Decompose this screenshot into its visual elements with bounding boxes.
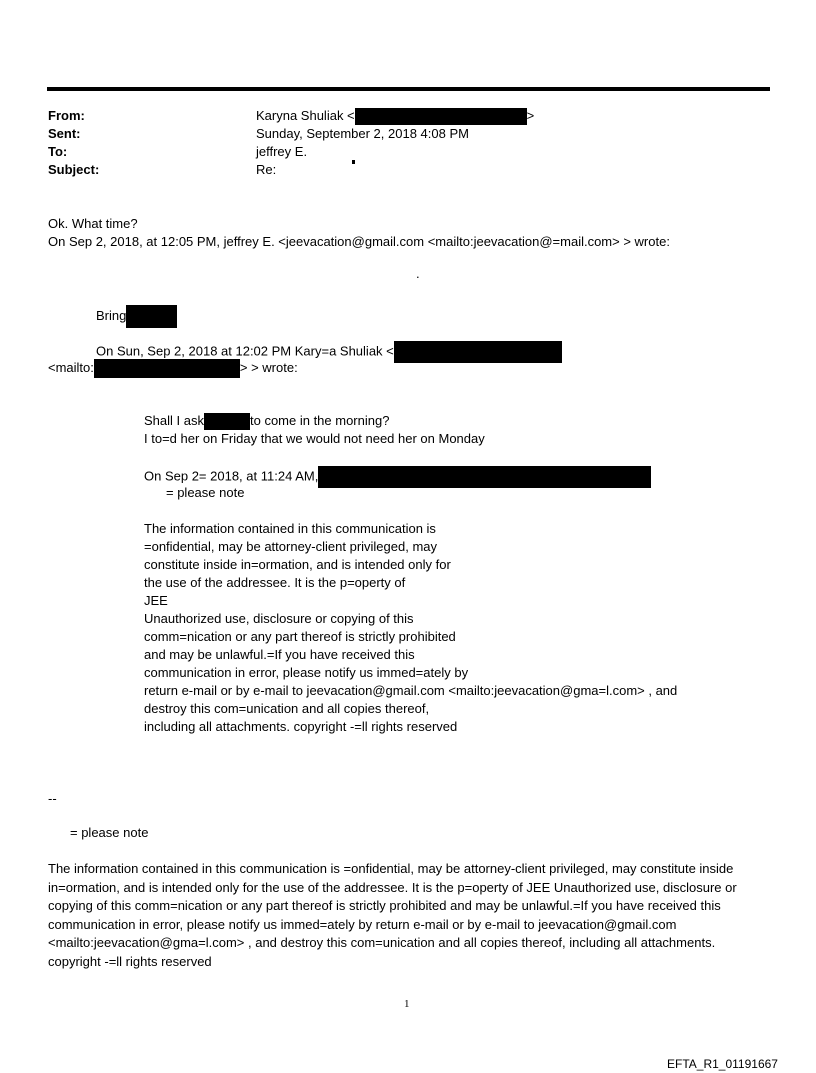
- bring-text: Bring: [96, 307, 127, 323]
- disclaimer-inner: [144, 520, 677, 736]
- from-label: From:: [48, 108, 85, 123]
- disclaimer-line: The information contained in this communication is: [144, 521, 436, 536]
- from-value: [256, 107, 534, 125]
- redaction-box: [318, 466, 651, 488]
- disclaimer-line: JEE: [144, 593, 168, 608]
- redaction-box: [355, 108, 527, 125]
- to-label: To:: [48, 144, 68, 159]
- redaction-box: [204, 413, 250, 430]
- stray-dot: .: [416, 266, 420, 281]
- page-number: 1: [404, 998, 410, 1010]
- quote2-intro-text: On Sun, Sep 2, 2018 at 12:02 PM Kary=a Shuliak <: [96, 343, 394, 359]
- told-line: I to=d her on Friday that we would not need her on Monday: [144, 431, 485, 446]
- disclaimer-line: and may be unlawful.=If you have received this: [144, 647, 415, 662]
- disclaimer-line: constitute inside in=ormation, and is intended only for: [144, 557, 451, 572]
- subject-value: Re:: [256, 162, 277, 177]
- disclaimer-line: including all attachments. copyright -=ll rights reserved: [144, 719, 458, 734]
- ask-text-a: Shall I ask: [144, 413, 204, 428]
- disclaimer-line: Unauthorized use, disclosure or copying of this: [144, 611, 414, 626]
- quote3-intro-text: On Sep 2= 2018, at 11:24 AM,: [144, 468, 319, 484]
- from-close: >: [526, 108, 535, 123]
- reply-text: Ok. What time?: [48, 216, 138, 231]
- disclaimer-line: =onfidential, may be attorney-client privileged, may: [144, 539, 438, 554]
- quote2-intro-b: [48, 359, 298, 378]
- quote2-mailto-end: > > wrote:: [239, 360, 298, 375]
- header-rule: [47, 87, 770, 91]
- disclaimer-line: return e-mail or by e-mail to jeevacation@gmail.com <mailto:jeevacation@gma=l.com> , and: [144, 683, 678, 698]
- redaction-box: [94, 359, 240, 378]
- note-outer: = please note: [70, 825, 149, 840]
- redaction-box: [126, 305, 177, 328]
- to-value: jeffrey E.: [256, 144, 308, 159]
- note-inner: = please note: [166, 485, 245, 500]
- quote2-mailto-start: <mailto:: [48, 360, 94, 375]
- signature-separator: --: [48, 791, 57, 806]
- redaction-box: [394, 341, 562, 363]
- quote1-intro: On Sep 2, 2018, at 12:05 PM, jeffrey E. <jeevacation@gmail.com <mailto:jeevacation@=mail.com> > wrote:: [48, 234, 670, 249]
- disclaimer-line: the use of the addressee. It is the p=operty of: [144, 575, 406, 590]
- disclaimer-line: comm=nication or any part thereof is strictly prohibited: [144, 629, 456, 644]
- subject-label: Subject:: [48, 162, 100, 177]
- disclaimer-line: communication in error, please notify us immed=ately by: [144, 665, 469, 680]
- ask-line: [144, 412, 389, 430]
- disclaimer-outer: The information contained in this communication is =onfidential, may be attorney-client privileged, may constitute inside in=ormation, and is intended only for the use of the addressee. It is the p=operty of JEE Unauthorized use, disclosure or copying of this comm=nication or any part thereof is strictly prohibited and may be unlawful.=If you have received this communication in error, please notify us immed=ately by return e-mail or by e-mail to jeevacation@gmail.com <mailto:jeevacation@gma=l.com> , and destroy this com=unication and all copies thereof, including all attachments. copyright -=ll rights reserved: [48, 861, 737, 969]
- document-id: EFTA_R1_01191667: [667, 1057, 778, 1071]
- from-name: Karyna Shuliak <: [256, 108, 355, 123]
- bring-line: [96, 305, 177, 328]
- redaction-mark: [352, 160, 355, 164]
- disclaimer-line: destroy this com=unication and all copies thereof,: [144, 701, 430, 716]
- sent-label: Sent:: [48, 126, 81, 141]
- sent-value: Sunday, September 2, 2018 4:08 PM: [256, 126, 469, 141]
- ask-text-b: to come in the morning?: [249, 413, 390, 428]
